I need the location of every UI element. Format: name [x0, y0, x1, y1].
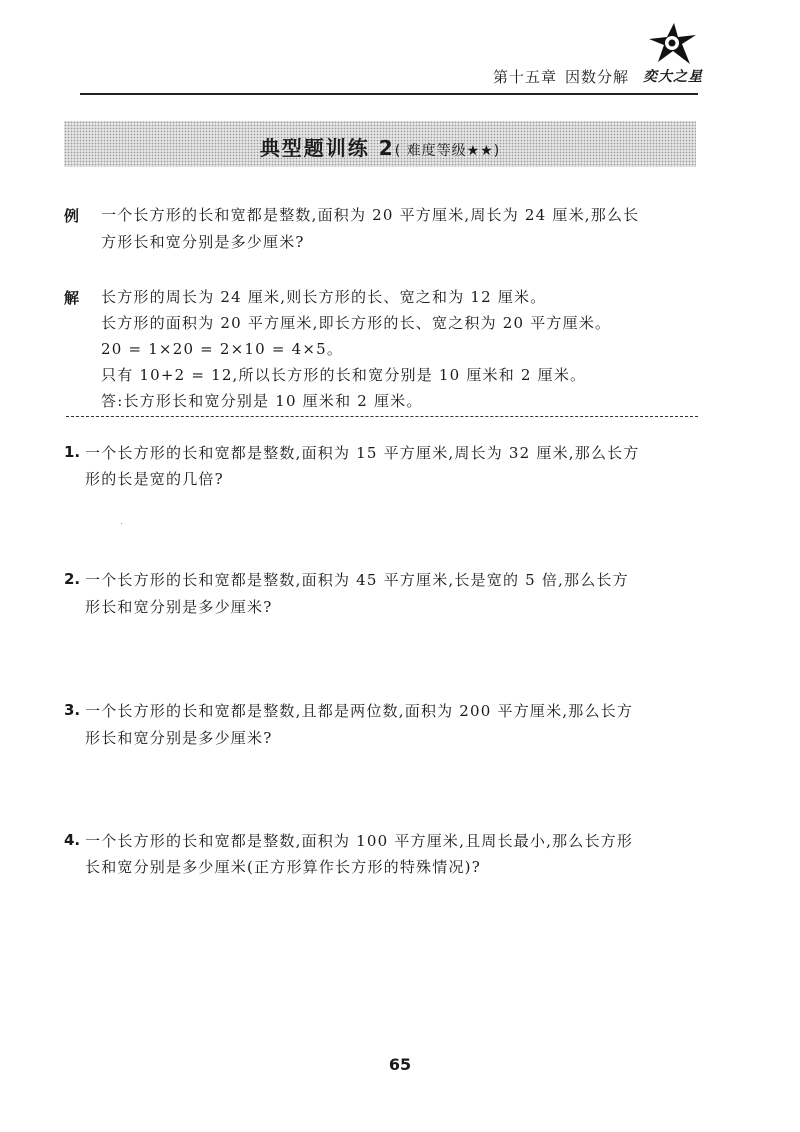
problem-number: 4. [64, 831, 81, 849]
title-difficulty: ( 难度等级★★) [394, 143, 501, 159]
solution-line: 20 = 1×20 = 2×10 = 4×5。 [101, 340, 344, 358]
title-banner [64, 121, 696, 167]
problem-text: 一个长方形的长和宽都是整数,且都是两位数,面积为 200 平方厘米,那么长方 [85, 702, 634, 720]
chapter-number: 第十五章 [493, 68, 558, 86]
header-rule [80, 93, 698, 95]
solution-tag: 解 [64, 289, 80, 307]
chapter-title: 因数分解 [565, 68, 630, 86]
title-main: 典型题训练 2 [259, 136, 395, 160]
problem-text: 形长和宽分别是多少厘米? [85, 598, 273, 616]
solution-answer: 答:长方形长和宽分别是 10 厘米和 2 厘米。 [101, 392, 423, 410]
problem-text: 形的长是宽的几倍? [85, 470, 224, 488]
section-divider [66, 416, 698, 417]
solution-line: 长方形的面积为 20 平方厘米,即长方形的长、宽之积为 20 平方厘米。 [101, 314, 612, 332]
problem-text: 一个长方形的长和宽都是整数,面积为 15 平方厘米,周长为 32 厘米,那么长方 [85, 444, 640, 462]
problem-text: 一个长方形的长和宽都是整数,面积为 45 平方厘米,长是宽的 5 倍,那么长方 [85, 571, 629, 589]
page-number: 65 [388, 1055, 412, 1074]
star-logo-icon [646, 22, 698, 68]
problem-text: 形长和宽分别是多少厘米? [85, 729, 273, 747]
solution-line: 长方形的周长为 24 厘米,则长方形的长、宽之和为 12 厘米。 [101, 288, 547, 306]
page-title [64, 132, 696, 161]
example-tag: 例 [64, 207, 80, 225]
example-line: 一个长方形的长和宽都是整数,面积为 20 平方厘米,周长为 24 厘米,那么长 [101, 206, 640, 224]
problem-text: 长和宽分别是多少厘米(正方形算作长方形的特殊情况)? [85, 858, 481, 876]
problem-number: 3. [64, 701, 81, 719]
problem-number: 2. [64, 570, 81, 588]
example-line: 方形长和宽分别是多少厘米? [101, 233, 305, 251]
solution-line: 只有 10+2 = 12,所以长方形的长和宽分别是 10 厘米和 2 厘米。 [101, 366, 587, 384]
problem-number: 1. [64, 443, 81, 461]
scan-speck [121, 523, 122, 524]
chapter-header [493, 66, 629, 87]
problem-text: 一个长方形的长和宽都是整数,面积为 100 平方厘米,且周长最小,那么长方形 [85, 832, 634, 850]
brand-logo-text: 奕大之星 [643, 69, 703, 85]
